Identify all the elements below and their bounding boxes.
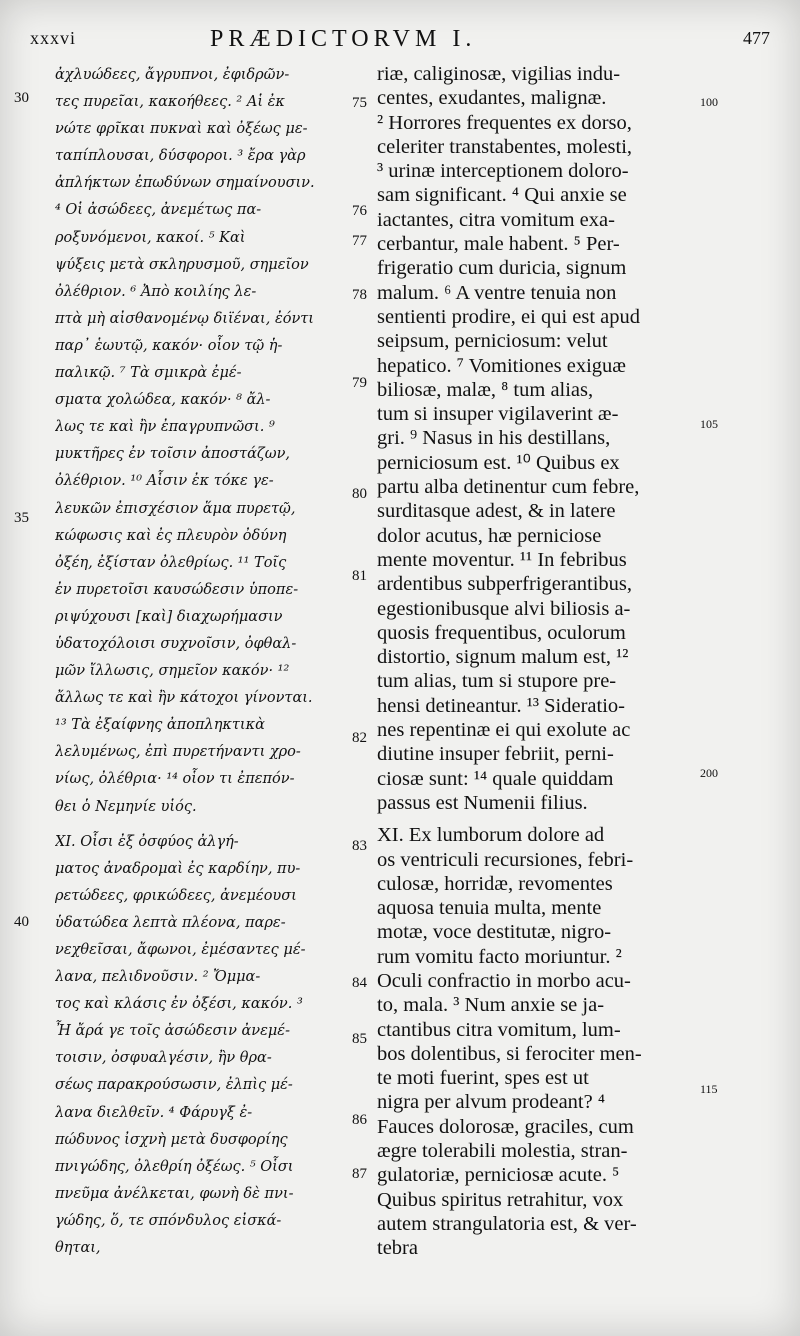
text-line: σματα χολώδεα, κακόν· ⁸ ἄλ-: [55, 392, 271, 409]
text-line: mente moventur. ¹¹ In febribus: [377, 548, 627, 571]
text-line: λανα, πελιδνοῦσιν. ² Ὄμμα-: [55, 969, 261, 986]
text-line: μυκτῆρες ἐν τοῖσιν ἀποστάζων,: [55, 446, 291, 463]
text-line: ταπίπλουσαι, δύσφοροι. ³ ἔρα γὰρ: [55, 148, 306, 165]
text-line: πώδυνος ἰσχνὴ μετὰ δυσφορίης: [55, 1131, 288, 1148]
margin-number-mid: 82: [352, 730, 367, 746]
text-line: motæ, voce destitutæ, nigro-: [377, 921, 612, 944]
text-line: partu alba detinentur cum febre,: [377, 476, 640, 499]
text-line: ὀλέθριον. ¹⁰ Αἷσιν ἐκ τόκε γε-: [55, 473, 274, 490]
text-line: nigra per alvum prodeant? ⁴: [377, 1091, 606, 1114]
margin-number-right: 115: [700, 1082, 718, 1096]
text-line: ⁴ Οἱ ἀσώδεες, ἀνεμέτως πα-: [55, 202, 262, 219]
text-line: perniciosum est. ¹⁰ Quibus ex: [377, 451, 620, 474]
text-line: θει ὁ Νεμηνίε υἱός.: [55, 798, 197, 815]
text-line: ριψύχουσι [καὶ] διαχωρήμασιν: [55, 608, 283, 625]
text-line: culosæ, horridæ, revomentes: [377, 872, 613, 895]
text-line: ciosæ sunt: ¹⁴ quale quiddam: [377, 767, 614, 790]
text-line: Quibus spiritus retrahitur, vox: [377, 1188, 624, 1211]
latin-column: [377, 62, 712, 1261]
text-line: ὑδατώδεα λεπτὰ πλέονα, παρε-: [55, 914, 286, 931]
text-line: ρετώδεες, φρικώδεες, ἀνεμέουσι: [55, 887, 297, 904]
text-line: dolor acutus, hæ perniciose: [377, 524, 602, 547]
margin-number-right: 105: [700, 417, 718, 431]
text-line: biliosæ, malæ, ⁸ tum alias,: [377, 378, 594, 401]
text-line: Fauces dolorosæ, graciles, cum: [377, 1115, 634, 1138]
text-line: seipsum, perniciosum: velut: [377, 330, 608, 353]
text-line: ὀξέη, ἐξίσταν ὀλεθρίως. ¹¹ Τοῖς: [55, 554, 287, 571]
text-line: τες πυρεῖαι, κακοήθεες. ² Αἱ ἐκ: [55, 94, 285, 111]
text-line: iactantes, citra vomitum exa-: [377, 208, 615, 231]
text-line: ³ urinæ interceptionem doloro-: [377, 160, 629, 183]
text-line: hensi detineantur. ¹³ Sideratio-: [377, 694, 625, 717]
text-line: ὀλέθριον. ⁶ Ἀπὸ κοιλίης λε-: [55, 283, 257, 300]
text-line: λανα διελθεῖν. ⁴ Φάρυγξ ἐ-: [55, 1104, 253, 1121]
text-line: hepatico. ⁷ Vomitiones exiguæ: [377, 354, 626, 377]
text-line: tum si insuper vigilaverint æ-: [377, 403, 619, 426]
text-line: XI. Ex lumborum dolore ad: [377, 824, 605, 847]
text-line: πτὰ μὴ αἰσθανομένῳ διϊέναι, ἐόντι: [55, 310, 314, 327]
text-line: γώδης, ὅ, τε σπόνδυλος εἰσκά-: [55, 1212, 282, 1229]
text-line: riæ, caliginosæ, vigilias indu-: [377, 63, 621, 85]
text-line: celeriter transtabentes, molesti,: [377, 135, 633, 158]
text-line: Oculi confractio in morbo acu-: [377, 969, 631, 992]
margin-number-mid: 77: [352, 233, 367, 249]
text-line: egestionibusque alvi biliosis a-: [377, 597, 631, 620]
text-line: distortio, signum malum est, ¹²: [377, 646, 629, 669]
margin-number-mid: 87: [352, 1166, 367, 1182]
text-line: πνιγώδης, ὀλεθρίη ὀξέως. ⁵ Οἷσι: [55, 1158, 294, 1175]
text-line: παλικῷ. ⁷ Τὰ σμικρὰ ἐμέ-: [55, 365, 242, 382]
text-line: os ventriculi recursiones, febri-: [377, 848, 634, 871]
text-line: ὑδατοχόλοισι συχνοῖσιν, ὀφθαλ-: [55, 635, 297, 652]
text-line: σέως παρακρούσωσιν, ἐλπὶς μέ-: [55, 1077, 293, 1094]
margin-number-mid: 80: [352, 486, 367, 502]
text-line: tebra: [377, 1237, 418, 1260]
text-line: νώτε φρῖκαι πυκναὶ καὶ ὀξέως με-: [55, 121, 308, 138]
text-line: θηται,: [55, 1240, 101, 1257]
text-line: λως τε καὶ ἢν ἐπαγρυπνῶσι. ⁹: [55, 419, 275, 436]
text-line: nes repentinæ ei qui exolute ac: [377, 719, 631, 742]
margin-number-mid: 81: [352, 568, 367, 584]
text-line: rum vomitu facto moriuntur. ²: [377, 945, 622, 968]
text-line: νίως, ὀλέθρια· ¹⁴ οἷον τι ἐπεπόν-: [55, 771, 295, 788]
text-line: XI. Οἷσι ἐξ ὀσφύος ἀλγή-: [55, 833, 239, 850]
margin-number-left: 35: [14, 510, 29, 526]
text-line: τοισιν, ὀσφυαλγέσιν, ἢν θρα-: [55, 1050, 272, 1067]
margin-number-left: 30: [14, 90, 29, 106]
text-line: ægre tolerabili molestia, stran-: [377, 1140, 628, 1163]
text-line: te moti fuerint, spes est ut: [377, 1067, 589, 1090]
section-gap: [55, 821, 355, 829]
section-gap: [377, 815, 712, 823]
text-line: κώφωσις καὶ ἐς πλευρὸν ὀδύνη: [55, 527, 287, 544]
text-line: autem strangulatoria est, & ver-: [377, 1212, 637, 1235]
text-line: μῶν ἴλλωσις, σημεῖον κακόν· ¹²: [55, 663, 290, 680]
margin-number-left: 40: [14, 914, 29, 930]
page-number: 477: [743, 28, 770, 48]
text-line: ἐν πυρετοῖσι καυσώδεσιν ὑποπε-: [55, 581, 299, 598]
text-line: gri. ⁹ Nasus in his destillans,: [377, 427, 611, 450]
margin-number-mid: 75: [352, 95, 367, 111]
margin-number-mid: 78: [352, 287, 367, 303]
text-line: tum alias, tum si stupore pre-: [377, 670, 617, 693]
margin-number-right: 200: [700, 766, 718, 780]
text-line: centes, exudantes, malignæ.: [377, 87, 607, 110]
running-header: [0, 26, 800, 54]
text-line: gulatoriæ, perniciosæ acute. ⁵: [377, 1164, 620, 1187]
text-line: παρ᾽ ἑωυτῷ, κακόν· οἷον τῷ ἡ-: [55, 337, 283, 354]
text-line: surditasque adest, & in latere: [377, 500, 616, 523]
text-line: νεχθεῖσαι, ἄφωνοι, ἐμέσαντες μέ-: [55, 942, 306, 958]
text-line: aquosa tenuia multa, mente: [377, 897, 602, 920]
text-line: λευκῶν ἐπισχέσιον ἅμα πυρετῷ,: [55, 500, 296, 517]
margin-number-mid: 84: [352, 975, 367, 991]
text-line: passus est Numenii filius.: [377, 791, 588, 814]
text-line: ctantibus citra vomitum, lum-: [377, 1018, 621, 1041]
text-line: λελυμένως, ἐπὶ πυρετήναντι χρο-: [55, 744, 301, 761]
text-line: sentienti prodire, ei qui est apud: [377, 305, 641, 328]
text-line: ἄλλως τε καὶ ἢν κάτοχοι γίνονται.: [55, 690, 313, 707]
text-line: to, mala. ³ Num anxie se ja-: [377, 994, 605, 1017]
header-title: PRÆDICTORVM I.: [210, 26, 477, 52]
text-line: ροξυνόμενοι, κακοί. ⁵ Καὶ: [55, 229, 246, 246]
header-signature: xxxvi: [30, 28, 77, 48]
margin-number-mid: 85: [352, 1031, 367, 1047]
text-line: bos dolentibus, si ferociter men-: [377, 1042, 642, 1065]
text-line: malum. ⁶ A ventre tenuia non: [377, 281, 617, 304]
margin-number-right: 100: [700, 95, 718, 109]
margin-number-mid: 86: [352, 1112, 367, 1128]
text-line: τος καὶ κλάσις ἐν ὀξέσι, κακόν. ³: [55, 996, 303, 1013]
greek-column: [55, 62, 355, 1262]
text-line: πνεῦμα ἀνέλκεται, φωνὴ δὲ πνι-: [55, 1185, 294, 1202]
text-line: ψύξεις μετὰ σκληρυσμοῦ, σημεῖον: [55, 256, 309, 273]
margin-number-mid: 76: [352, 203, 367, 219]
margin-number-mid: 79: [352, 375, 367, 391]
margin-number-mid: 83: [352, 838, 367, 854]
text-line: ² Horrores frequentes ex dorso,: [377, 111, 632, 134]
text-line: ἀχλυώδεες, ἄγρυπνοι, ἐφιδρῶν-: [55, 67, 290, 83]
text-line: ματος ἀναδρομαὶ ἐς καρδίην, πυ-: [55, 860, 301, 877]
text-line: ἀπλήκτων ἐπωδύνων σημαίνουσιν.: [55, 175, 315, 192]
text-line: ¹³ Τὰ ἐξαίφνης ἀποπληκτικὰ: [55, 717, 265, 734]
text-line: cerbantur, male habent. ⁵ Per-: [377, 233, 620, 256]
text-line: sam significant. ⁴ Qui anxie se: [377, 184, 627, 207]
text-line: ardentibus subperfrigerantibus,: [377, 573, 633, 596]
text-line: diutine insuper febriit, perni-: [377, 743, 614, 766]
text-line: quosis frequentibus, oculorum: [377, 621, 626, 644]
text-line: frigeratio cum duricia, signum: [377, 257, 627, 280]
text-line: Ἦ ἄρά γε τοῖς ἀσώδεσιν ἀνεμέ-: [55, 1023, 290, 1040]
